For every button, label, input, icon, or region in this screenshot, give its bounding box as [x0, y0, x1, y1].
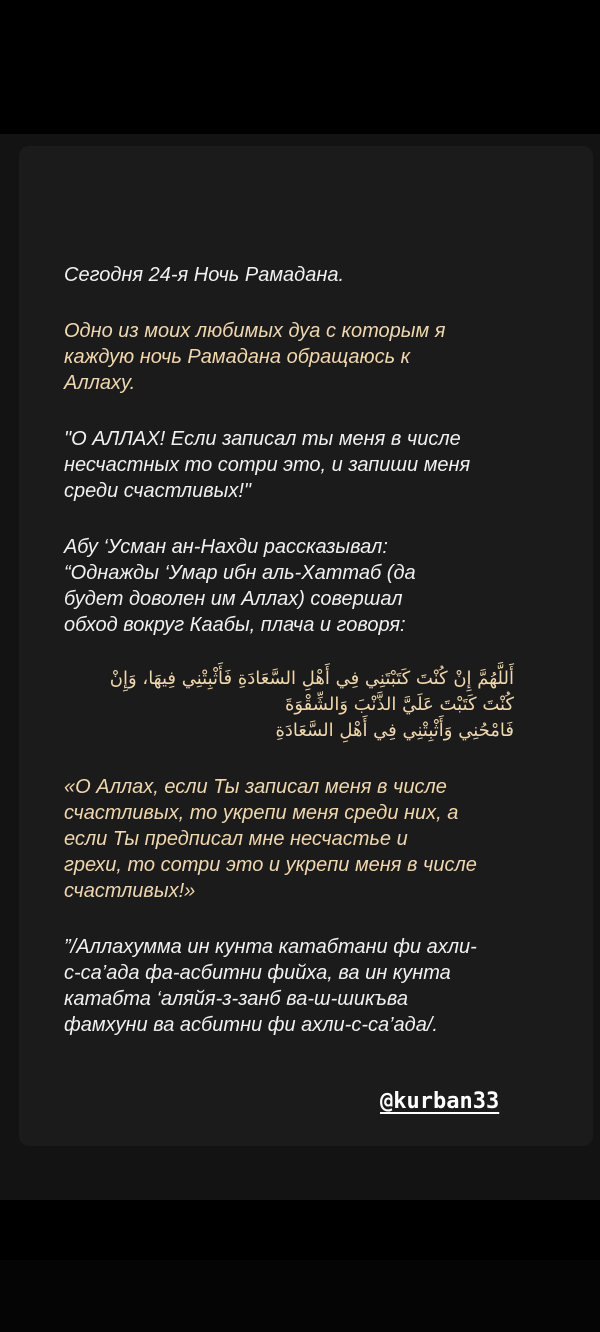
author-handle[interactable]: @kurban33 — [380, 1089, 500, 1114]
story-title: Сегодня 24-я Ночь Рамадана. — [64, 264, 345, 286]
arabic-dua: أَللَّهُمَّ إِنْ كُنْتَ كَتَبْتَنِي فِي أَهْلِ السَّعَادَةِ فَأَثْبِتْنِي فِيهَا، وَإِنْ كُنْتَ كَتَبْتَ عَلَيَّ الذَّنْبَ وَالشِّقْوَةَ فَامْحُنِي وَأَثْبِتْنِي فِي أَهْلِ السَّعَادَةِ — [109, 668, 514, 741]
bottom-navigation-area — [0, 1260, 600, 1332]
dua-quote-russian: "О АЛЛАХ! Если записал ты меня в числе несчастных то сотри это, и запиши меня среди счастливых!" — [64, 428, 471, 502]
bottom-black-bar — [0, 1200, 600, 1260]
hadith-narration: Абу ‘Усман ан-Нахди рассказывал: “Однажды ‘Умар ибн аль-Хаттаб (да будет доволен им Аллах) совершал обход вокруг Каабы, плача и говоря: — [64, 536, 416, 636]
dua-translation: «О Аллах, если Ты записал меня в числе счастливых, то укрепи меня среди них, а если Ты предписал мне несчастье и грехи, то сотри это и укрепи меня в числе счастливых!» — [64, 776, 477, 902]
dua-transliteration: ”/Аллахумма ин кунта катабтани фи ахли- с-са’ада фа-асбитни фийха, ва ин кунта катабта ‘аляйя-з-занб ва-ш-шикъва фамхуни ва асбитни фи ахли-с-са’ада/. — [64, 936, 477, 1036]
story-intro: Одно из моих любимых дуа с которым я каждую ночь Рамадана обращаюсь к Аллаху. — [64, 320, 446, 394]
top-black-bar — [0, 0, 600, 134]
